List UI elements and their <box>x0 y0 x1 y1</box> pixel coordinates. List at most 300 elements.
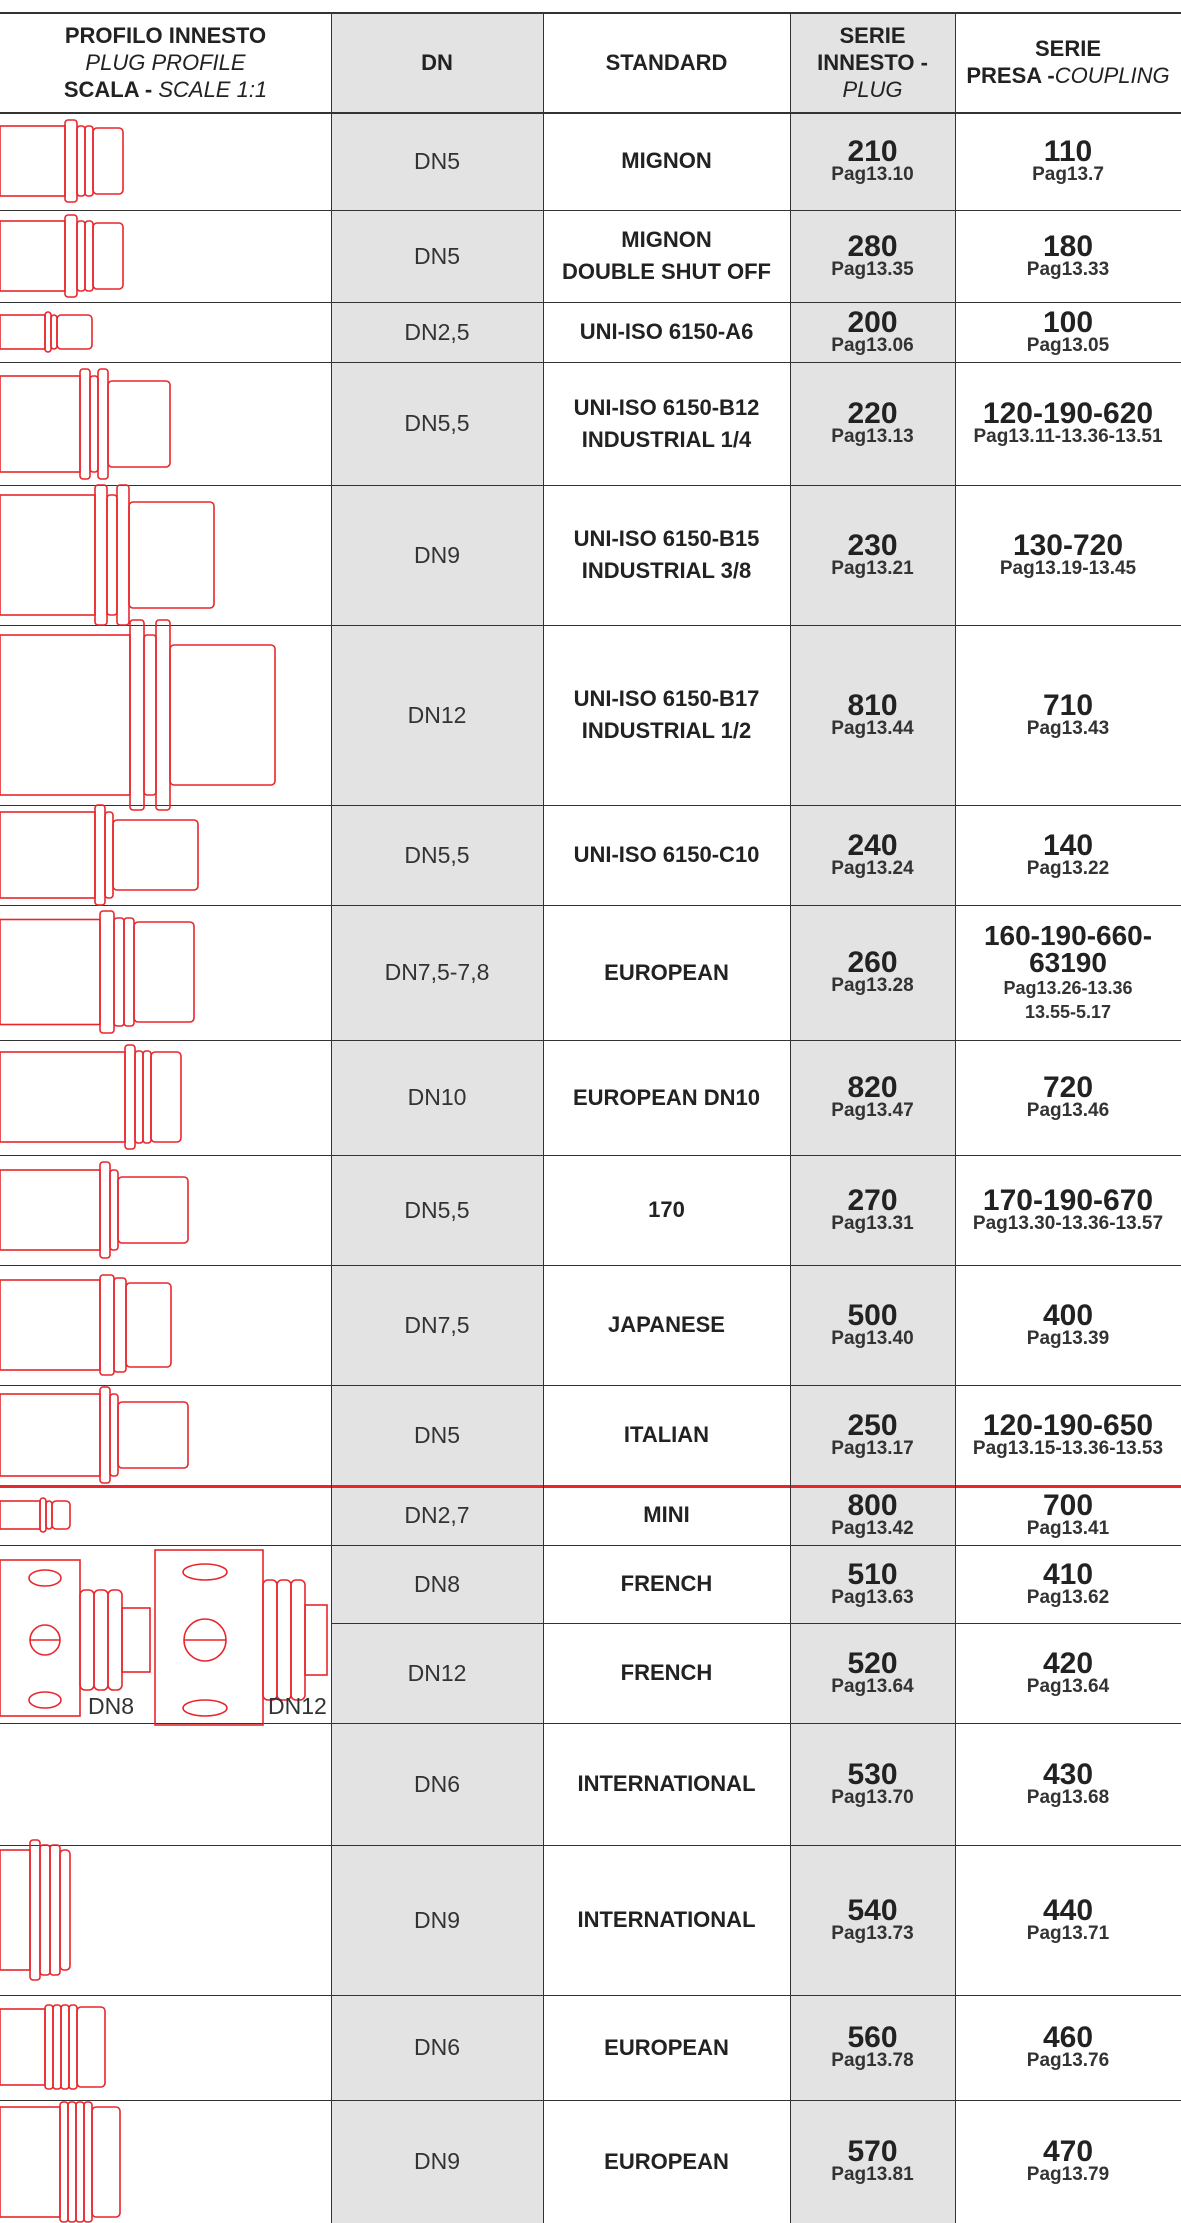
plug-series-page: Pag13.21 <box>831 557 914 579</box>
standard-name: INDUSTRIAL 1/4 <box>581 426 752 452</box>
plug-ring <box>84 2102 92 2222</box>
coupling-series-page: 13.55-5.17 <box>1024 1001 1112 1022</box>
dn-value: DN9 <box>413 2148 460 2174</box>
dn-value: DN12 <box>407 701 467 728</box>
plug-series-page: Pag13.44 <box>831 717 914 739</box>
coupling-series-number: 100 <box>1042 305 1094 339</box>
plug-ring <box>95 485 107 625</box>
coupling-series-page: Pag13.76 <box>1026 2050 1110 2071</box>
plug-series-cell <box>790 362 955 485</box>
header-profile-title: PROFILO INNESTO <box>64 22 267 48</box>
coupling-series-page: Pag13.46 <box>1026 1100 1110 1121</box>
plug-series-page: Pag13.17 <box>831 1437 914 1459</box>
plug-tip <box>57 315 92 349</box>
dn-cell <box>331 1040 543 1155</box>
plug-series-page: Pag13.70 <box>831 1786 914 1808</box>
standard-cell <box>543 905 790 1040</box>
header-plug-series: SERIE INNESTO -PLUG <box>817 22 928 102</box>
plug-ring <box>40 1498 46 1532</box>
dn-value: DN12 <box>407 1659 467 1686</box>
plug-body <box>0 1052 125 1142</box>
plug-series-cell <box>790 2100 955 2223</box>
coupling-series-cell <box>955 805 1181 905</box>
plug-series-number: 500 <box>847 1298 898 1332</box>
plug-series-cell <box>790 112 955 210</box>
coupling-series-page: Pag13.19-13.45 <box>999 557 1137 579</box>
plug-series-page: Pag13.40 <box>831 1327 914 1349</box>
dn-cell <box>331 210 543 302</box>
plug-ring <box>114 1278 126 1372</box>
coupling-series-number: 140 <box>1042 828 1094 862</box>
dn-cell <box>331 1155 543 1265</box>
coupling-series-number: 720 <box>1042 1071 1094 1104</box>
plug-series-page: Pag13.06 <box>831 334 914 356</box>
standard-name: INTERNATIONAL <box>577 1907 756 1932</box>
plug-ring <box>65 215 77 297</box>
plug-series-cell <box>790 1155 955 1265</box>
dn-value: DN9 <box>413 1906 460 1933</box>
coupling-series-page: Pag13.71 <box>1026 1922 1110 1944</box>
plug-series-cell <box>790 1723 955 1845</box>
dn-value: DN5 <box>413 242 460 269</box>
plug-series-number: 520 <box>847 1646 898 1680</box>
plug-ring <box>263 1580 277 1700</box>
dn-value: DN5,5 <box>404 410 470 436</box>
header-coupling-series: SERIE PRESA -COUPLING <box>966 36 1170 88</box>
standard-name: UNI-ISO 6150-B15 <box>573 526 760 551</box>
plug-ring <box>85 221 93 291</box>
dn-cell <box>331 905 543 1040</box>
column-divider <box>955 12 956 2223</box>
dn-value: DN6 <box>413 2034 460 2060</box>
plug-ring <box>51 315 57 349</box>
plug-ring <box>30 1840 40 1980</box>
standard-name: INDUSTRIAL 3/8 <box>581 558 752 583</box>
standard-name: UNI-ISO 6150-A6 <box>579 319 754 344</box>
coupling-series-page: Pag13.30-13.36-13.57 <box>972 1212 1164 1234</box>
plug-series-cell <box>790 302 955 362</box>
standard-cell <box>543 1995 790 2100</box>
plug-profile-drawing <box>0 911 194 1033</box>
plug-ring <box>277 1580 291 1700</box>
plug-series-cell <box>790 1265 955 1385</box>
plug-body <box>0 376 80 472</box>
plug-ring <box>69 2005 77 2089</box>
plug-ring <box>100 1275 114 1375</box>
plug-ring <box>53 2005 61 2089</box>
plug-body <box>0 1501 40 1529</box>
plug-series-number: 510 <box>847 1557 898 1591</box>
plug-series-page: Pag13.10 <box>831 163 914 185</box>
plug-profile-drawing <box>0 369 170 479</box>
plug-body <box>0 920 100 1025</box>
coupling-series-cell <box>955 1385 1181 1485</box>
plug-ring <box>124 918 134 1026</box>
coupling-series-page: Pag13.79 <box>1026 2164 1110 2185</box>
standard-name: UNI-ISO 6150-C10 <box>573 842 760 867</box>
plug-series-number: 240 <box>847 828 898 862</box>
coupling-series-number: 700 <box>1042 1488 1094 1522</box>
plug-body <box>0 221 65 291</box>
plug-ring <box>143 1051 151 1143</box>
coupling-series-page: Pag13.39 <box>1026 1327 1110 1349</box>
plug-profile-drawing <box>0 620 275 810</box>
coupling-series-cell <box>955 485 1181 625</box>
plug-series-cell <box>790 905 955 1040</box>
plug-profile-drawing <box>0 2005 105 2089</box>
standard-name: FRENCH <box>620 1660 713 1685</box>
standard-name: INTERNATIONAL <box>577 1771 756 1796</box>
dn-cell <box>331 1485 543 1545</box>
plug-tip <box>93 223 123 289</box>
dn-value: DN5,5 <box>404 1196 470 1223</box>
dn-value: DN8 <box>413 1570 460 1597</box>
standard-name: INDUSTRIAL 1/2 <box>581 718 752 743</box>
coupling-series-cell <box>955 1155 1181 1265</box>
plug-ring <box>107 495 117 615</box>
plug-series-number: 220 <box>847 397 898 430</box>
plug-series-number: 200 <box>847 305 898 339</box>
plug-ring <box>45 312 51 352</box>
plug-series-page: Pag13.64 <box>831 1675 914 1697</box>
standard-cell <box>543 805 790 905</box>
coupling-series-page: Pag13.68 <box>1026 1786 1110 1808</box>
standard-name: UNI-ISO 6150-B12 <box>573 394 760 420</box>
coupling-series-cell <box>955 905 1181 1040</box>
plug-series-number: 570 <box>847 2135 898 2168</box>
plug-ring <box>46 1501 52 1529</box>
plug-series-page: Pag13.73 <box>831 1922 914 1944</box>
plug-series-cell <box>790 1040 955 1155</box>
plug-series-cell <box>790 210 955 302</box>
dn-value: DN5 <box>413 147 460 174</box>
dn-cell <box>331 1845 543 1995</box>
coupling-series-cell <box>955 210 1181 302</box>
plug-body <box>0 2009 45 2085</box>
plug-ring <box>80 369 90 479</box>
dn-cell <box>331 805 543 905</box>
plug-ring <box>156 620 170 810</box>
plug-ring <box>76 2102 84 2222</box>
plug-series-cell <box>790 1995 955 2100</box>
plug-ring <box>98 369 108 479</box>
plug-profile-drawing <box>0 120 123 202</box>
plug-body <box>0 495 95 615</box>
plug-series-cell <box>790 485 955 625</box>
plug-tip <box>52 1501 70 1529</box>
plug-series-number: 270 <box>847 1183 898 1217</box>
row-divider <box>331 1623 1181 1624</box>
plug-ring <box>94 1590 108 1690</box>
plug-body <box>0 2107 60 2217</box>
plug-ring <box>95 805 105 905</box>
coupling-series-page: Pag13.05 <box>1026 334 1110 356</box>
plug-ring <box>50 1845 60 1975</box>
dn-cell <box>331 1995 543 2100</box>
plug-tip <box>305 1605 327 1675</box>
coupling-series-cell <box>955 625 1181 805</box>
plug-profile-drawing <box>0 1045 181 1149</box>
coupling-series-page: Pag13.15-13.36-13.53 <box>972 1437 1164 1459</box>
plug-series-number: 560 <box>847 2021 898 2054</box>
dn-value: DN6 <box>413 1770 460 1797</box>
plug-series-page: Pag13.31 <box>831 1212 914 1234</box>
plug-ring <box>77 221 85 291</box>
plug-profile-drawing <box>0 1840 70 1980</box>
plug-series-cell <box>790 1485 955 1545</box>
standard-cell <box>543 302 790 362</box>
coupling-series-page: Pag13.41 <box>1026 1517 1110 1539</box>
plug-series-number: 260 <box>847 946 898 979</box>
plug-body <box>0 315 45 349</box>
plug-series-number: 250 <box>847 1408 898 1442</box>
dn-value: DN5 <box>413 1421 460 1448</box>
coupling-series-number: 430 <box>1042 1757 1094 1791</box>
plug-body <box>0 1280 100 1370</box>
plug-ring <box>65 120 77 202</box>
coupling-series-page: Pag13.7 <box>1032 163 1104 185</box>
plug-series-cell <box>790 805 955 905</box>
coupling-series-number: 130-720 <box>1012 528 1124 562</box>
plug-body <box>0 635 130 795</box>
coupling-series-number: 120-190-650 <box>982 1408 1154 1442</box>
coupling-series-cell <box>955 112 1181 210</box>
plug-body <box>0 812 95 898</box>
plug-series-number: 540 <box>847 1893 898 1927</box>
coupling-series-number: 160-190-660-63190 <box>983 919 1153 978</box>
column-divider <box>790 12 791 2223</box>
coupling-series-cell <box>955 1845 1181 1995</box>
dn-cell <box>331 1265 543 1385</box>
standard-name: DOUBLE SHUT OFF <box>562 259 771 284</box>
coupling-series-cell <box>955 362 1181 485</box>
plug-tip <box>129 502 214 608</box>
plug-ring <box>85 126 93 196</box>
plug-tip <box>60 1850 70 1970</box>
coupling-series-cell <box>955 1485 1181 1545</box>
coupling-series-cell <box>955 1545 1181 1623</box>
french-dn12-label: DN12 <box>268 1693 327 1719</box>
plug-series-number: 820 <box>847 1071 898 1104</box>
plug-tip <box>151 1052 181 1142</box>
plug-profile-drawing <box>0 1387 188 1483</box>
plug-series-cell <box>790 1545 955 1623</box>
standard-name: UNI-ISO 6150-B17 <box>573 686 760 711</box>
coupling-series-cell <box>955 1995 1181 2100</box>
plug-series-number: 800 <box>847 1488 898 1522</box>
dn-cell <box>331 2100 543 2223</box>
standard-cell <box>543 1385 790 1485</box>
dn-cell <box>331 485 543 625</box>
dn-cell <box>331 302 543 362</box>
standard-cell <box>543 1155 790 1265</box>
dn-cell <box>331 1723 543 1845</box>
standard-name: 170 <box>648 1197 685 1222</box>
coupling-series-number: 460 <box>1042 2021 1094 2054</box>
standard-cell <box>543 2100 790 2223</box>
plug-body <box>0 1394 100 1476</box>
standard-name: MIGNON <box>621 227 712 252</box>
dn-cell <box>331 362 543 485</box>
header-profile-subtitle: PLUG PROFILE <box>85 49 246 75</box>
coupling-series-page: Pag13.26-13.36 <box>1003 977 1133 998</box>
plug-series-number: 230 <box>847 528 898 562</box>
coupling-series-page: Pag13.11-13.36-13.51 <box>973 426 1163 447</box>
coupling-series-page: Pag13.22 <box>1026 857 1110 879</box>
standard-cell <box>543 1485 790 1545</box>
coupling-series-number: 170-190-670 <box>982 1183 1154 1217</box>
standard-cell <box>543 625 790 805</box>
header-standard: STANDARD <box>605 49 728 75</box>
plug-ring <box>100 1162 110 1258</box>
plug-slot <box>29 1570 61 1586</box>
plug-series-page: Pag13.42 <box>831 1517 914 1539</box>
coupling-series-cell <box>955 1623 1181 1723</box>
coupling-series-page: Pag13.33 <box>1026 258 1110 280</box>
plug-series-number: 280 <box>847 229 898 263</box>
plug-profile-drawing <box>0 2102 120 2222</box>
coupling-series-cell <box>955 1265 1181 1385</box>
dn-value: DN10 <box>407 1084 467 1110</box>
coupling-series-number: 420 <box>1042 1646 1094 1680</box>
plug-ring <box>60 2102 68 2222</box>
plug-profile-drawing <box>0 215 123 297</box>
dn-value: DN2,7 <box>404 1501 470 1528</box>
coupling-series-number: 110 <box>1043 134 1093 168</box>
plug-tip <box>118 1177 188 1243</box>
plug-ring <box>108 1590 122 1690</box>
plug-slot <box>29 1692 61 1708</box>
coupling-series-number: 180 <box>1042 229 1094 263</box>
plug-profile-drawing <box>0 805 198 905</box>
standard-name: ITALIAN <box>623 1422 710 1447</box>
plug-profile-drawing <box>0 485 214 625</box>
coupling-series-page: Pag13.43 <box>1026 717 1110 739</box>
dn-cell <box>331 1623 543 1723</box>
dn-cell <box>331 625 543 805</box>
dn-value: DN5,5 <box>404 841 470 868</box>
plug-ring <box>80 1590 94 1690</box>
coupling-series-page: Pag13.62 <box>1026 1586 1110 1608</box>
dn-value: DN9 <box>413 541 460 568</box>
plug-series-cell <box>790 1623 955 1723</box>
plug-ring <box>114 918 124 1026</box>
plug-profile-drawing <box>0 1162 188 1258</box>
plug-series-page: Pag13.63 <box>831 1586 914 1608</box>
plug-ring <box>291 1580 305 1700</box>
standard-name: EUROPEAN <box>604 2034 729 2060</box>
standard-name: JAPANESE <box>608 1312 725 1337</box>
coupling-series-number: 120-190-620 <box>982 397 1154 430</box>
dn-value: DN7,5-7,8 <box>384 959 490 985</box>
standard-cell <box>543 1623 790 1723</box>
standard-name: FRENCH <box>620 1571 713 1596</box>
plug-body <box>0 1850 30 1970</box>
plug-tip <box>122 1608 150 1672</box>
coupling-series-number: 440 <box>1042 1893 1094 1927</box>
plug-series-page: Pag13.81 <box>831 2164 914 2185</box>
standard-cell <box>543 485 790 625</box>
dn-cell <box>331 1545 543 1623</box>
plug-series-page: Pag13.28 <box>831 975 914 996</box>
plug-ring <box>130 620 144 810</box>
plug-series-page: Pag13.13 <box>831 426 914 447</box>
plug-tip <box>126 1283 171 1367</box>
plug-series-cell <box>790 625 955 805</box>
plug-tip <box>113 820 198 890</box>
plug-series-page: Pag13.78 <box>831 2050 914 2071</box>
standard-cell <box>543 1723 790 1845</box>
plug-body <box>0 1170 100 1250</box>
plug-tip <box>170 645 275 785</box>
standard-name: MINI <box>643 1502 690 1527</box>
column-divider <box>331 12 332 2223</box>
plug-series-page: Pag13.24 <box>831 857 914 879</box>
plug-ring <box>68 2102 76 2222</box>
plug-tip <box>77 2007 105 2087</box>
plug-slot <box>183 1700 227 1716</box>
standard-cell <box>543 1545 790 1623</box>
plug-body <box>0 126 65 196</box>
plug-series-cell <box>790 1385 955 1485</box>
plug-tip <box>92 2107 120 2217</box>
coupling-series-number: 470 <box>1042 2135 1094 2168</box>
standard-cell <box>543 1845 790 1995</box>
coupling-series-cell <box>955 1723 1181 1845</box>
header-dn: DN <box>421 49 453 75</box>
standard-cell <box>543 362 790 485</box>
plug-ring <box>125 1045 135 1149</box>
french-dn8-label: DN8 <box>88 1693 135 1719</box>
plug-ring <box>144 635 156 795</box>
coupling-series-number: 410 <box>1042 1557 1094 1591</box>
plug-profile-drawing <box>0 312 92 352</box>
plug-ring <box>110 1394 118 1476</box>
coupling-series-cell <box>955 302 1181 362</box>
coupling-series-number: 400 <box>1042 1298 1094 1332</box>
coupling-series-cell <box>955 2100 1181 2223</box>
coupling-series-page: Pag13.64 <box>1026 1675 1110 1697</box>
standard-cell <box>543 112 790 210</box>
plug-ring <box>61 2005 69 2089</box>
column-divider <box>543 12 544 2223</box>
plug-ring <box>45 2005 53 2089</box>
standard-cell <box>543 210 790 302</box>
plug-ring <box>100 1387 110 1483</box>
plug-tip <box>108 381 170 467</box>
plug-ring <box>90 376 98 472</box>
plug-series-number: 530 <box>847 1757 898 1791</box>
standard-name: EUROPEAN <box>604 959 729 985</box>
plug-slot <box>183 1564 227 1580</box>
plug-profile-drawings <box>0 0 331 2223</box>
coupling-series-cell <box>955 1040 1181 1155</box>
dn-value: DN2,5 <box>404 318 470 345</box>
plug-series-cell <box>790 1845 955 1995</box>
plug-profile-drawing <box>0 1275 171 1375</box>
plug-series-page: Pag13.47 <box>831 1100 914 1121</box>
plug-series-number: 210 <box>847 134 898 168</box>
standard-name: EUROPEAN <box>604 2148 729 2174</box>
plug-ring <box>117 485 129 625</box>
dn-value: DN7,5 <box>404 1311 470 1338</box>
header-profile-scale: SCALA - SCALE 1:1 <box>63 76 268 102</box>
dn-cell <box>331 1385 543 1485</box>
standard-cell <box>543 1265 790 1385</box>
standard-name: EUROPEAN DN10 <box>572 1084 761 1110</box>
plug-tip <box>118 1402 188 1468</box>
plug-ring <box>105 812 113 898</box>
